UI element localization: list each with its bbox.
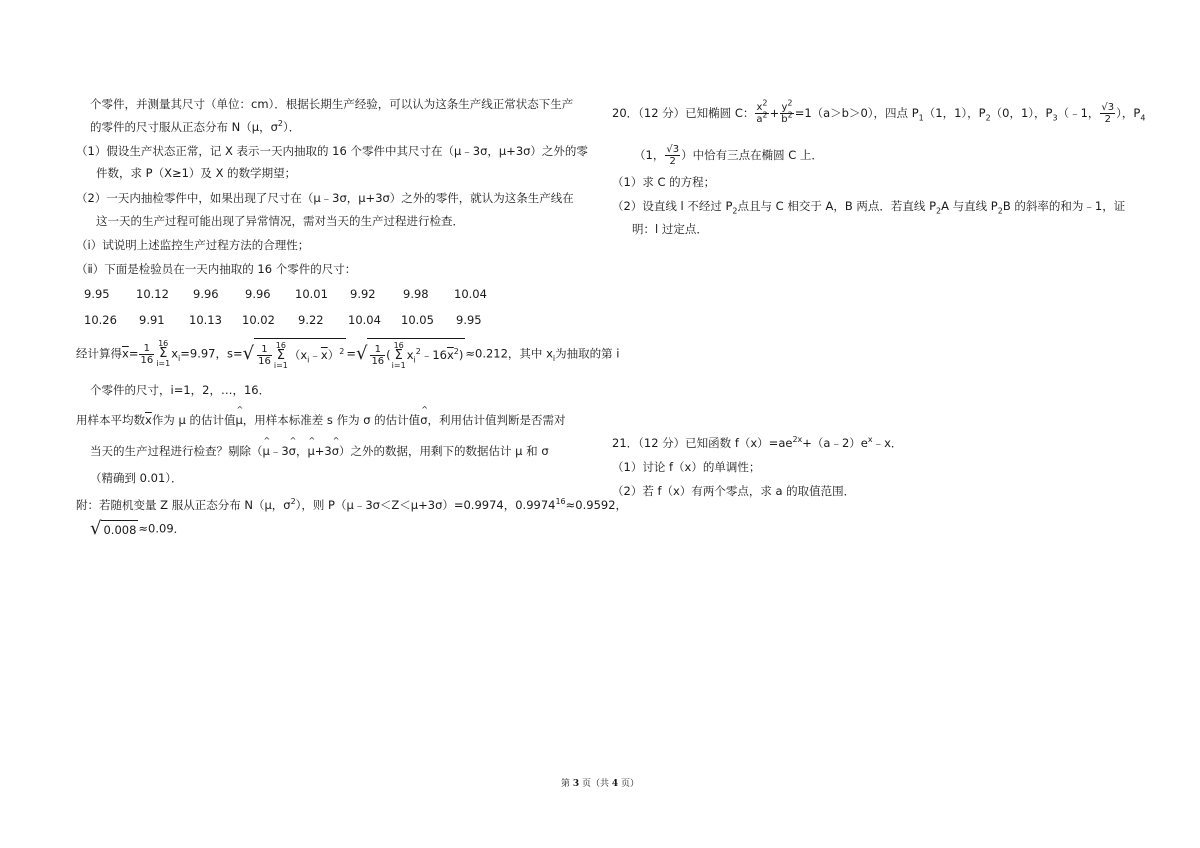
sample-value: 9.96 xyxy=(245,287,271,301)
question-21-part-2: （2）若 f（x）有两个零点，求 a 的取值范围． xyxy=(612,484,856,498)
sample-value: 10.05 xyxy=(401,313,434,327)
sample-value: 10.13 xyxy=(189,313,222,327)
x-bar: $\overline{x}$ xyxy=(122,346,129,361)
question-1-line-2: 件数，求 P（X≥1）及 X 的数学期望； xyxy=(96,166,297,180)
question-2-line-2: 这一天的生产过程可能出现了异常情况，需对当天的生产过程进行检查． xyxy=(96,214,464,228)
sample-value: 9.98 xyxy=(403,287,429,301)
estimate-line-2: 当天的生产过程进行检查？剔除（^ μ﹣3^ σ，^ μ+3^ σ）之外的数据，用剩下的数据估计 μ 和 σ xyxy=(90,443,549,459)
question-2-i: （ⅰ）试说明上述监控生产过程方法的合理性； xyxy=(76,238,310,252)
question-20-part-2: （2）设直线 l 不经过 $P_2$点且与 C 相交于 A，B 两点．若直线 $P_2A$ 与直线 $P_2B$ 的斜率的和为﹣1，证 xyxy=(612,199,1126,216)
sigma-hat: ^ σ xyxy=(420,412,427,428)
sample-value: 9.95 xyxy=(456,313,482,327)
question-2-line-1: （2）一天内抽检零件中，如果出现了尺寸在（μ﹣3σ，μ+3σ）之外的零件，就认为这条生产线在 xyxy=(76,191,574,205)
estimate-line-1: 用样本平均数$\overline{x}$作为 μ 的估计值^ μ，用样本标准差 s 作为 σ 的估计值^ σ，利用估计值判断是否需对 xyxy=(76,412,565,428)
fraction-1-16: $\frac{1}{16}$ xyxy=(140,342,154,366)
fraction-y2-b2: $\frac{y^2}{b^2}$ xyxy=(781,98,793,125)
sample-value: 10.12 xyxy=(136,287,169,301)
question-21-part-1: （1）讨论 f（x）的单调性； xyxy=(612,460,761,474)
sqrt-expression-1: √ $\frac{1}{16}$ 16 Σ $i=1(x_i﹣\overline{x})^2$ xyxy=(243,338,347,370)
sample-value: 10.04 xyxy=(348,313,381,327)
sample-value: 9.92 xyxy=(350,287,376,301)
appendix-line-2: √ 0.008 ≈0.09． xyxy=(90,518,186,539)
question-2-ii: （ⅱ）下面是检验员在一天内抽取的 16 个零件的尺寸： xyxy=(76,262,357,276)
question-20-part-2-cont: 明：l 过定点． xyxy=(632,222,708,236)
sample-value: 10.04 xyxy=(454,287,487,301)
summation-symbol: 16 Σ i=1 xyxy=(156,339,171,368)
question-20-line-1: 20．（12 分）已知椭圆 C： $\frac{x^2}{a^2}$ + $\frac{y^2}{b^2}$ =1（a＞b＞0），四点 $P_1(1$，1），$P_2(0$，1），$P_3(﹣1$， $\frac{√3}{2}$ ），$P_4$ xyxy=(612,98,1146,125)
calculation-formula: 经计算得$\overline{x}=$ $\frac{1}{16}$ 16 Σ $i=1x_i=9.97$，s=√ $\frac{1}{16}$ 16 Σ $i=1(x_i﹣\overline{x})^2$ =√ $\frac{1}{16}$ (16 Σ $i=1x_i^2﹣16\overline{x}^2) \approx 0.212$，其中 $x_i$为抽取的第 i xyxy=(76,339,620,370)
sample-value: 10.01 xyxy=(295,287,328,301)
fraction-x2-a2: $\frac{x^2}{a^2}$ xyxy=(756,98,768,125)
question-1-line-1: （1）假设生产状态正常，记 X 表示一天内抽取的 16 个零件中其尺寸在（μ﹣3σ，μ+3σ）之外的零 xyxy=(76,144,588,158)
sample-value: 9.96 xyxy=(193,287,219,301)
intro-line-2: 的零件的尺寸服从正态分布 N（μ，$\sigma^2$）． xyxy=(90,119,301,134)
estimate-line-3: （精确到 0.01）． xyxy=(90,471,183,485)
page-footer: 第 3 页（共 4 页） xyxy=(560,779,640,789)
calculation-line-2: 个零件的尺寸，i=1，2，…，16． xyxy=(90,383,271,397)
question-21-line-1: 21．（12 分）已知函数 $f(x)=ae^{2x}+(a﹣2)e^x﹣x$． xyxy=(612,435,903,450)
question-20-line-2: （1， $\frac{√3}{2}$ ）中恰有三点在椭圆 C 上． xyxy=(634,144,823,167)
sqrt-expression-2: √ $\frac{1}{16}$ (16 Σ $i=1x_i^2﹣16\overline{x}^2$) xyxy=(356,338,465,370)
sample-value: 10.26 xyxy=(84,313,117,327)
question-20-part-1: （1）求 C 的方程； xyxy=(612,175,716,189)
appendix-line-1: 附：若随机变量 Z 服从正态分布 N（μ，$\sigma^2$），则 P（μ﹣3σ＜Z＜μ+3σ）=0.9974，$0.9974^{16}\approx 0.9592$， xyxy=(76,497,628,512)
sample-value: 9.95 xyxy=(84,287,110,301)
fraction-sqrt3-2: $\frac{√3}{2}$ xyxy=(1101,102,1115,125)
intro-line-1: 个零件，并测量其尺寸（单位：cm）．根据长期生产经验，可以认为这条生产线正常状态下生产 xyxy=(90,97,574,111)
sample-value: 9.91 xyxy=(139,313,165,327)
mu-hat: ^ μ xyxy=(235,412,242,428)
sample-value: 9.22 xyxy=(298,313,324,327)
sample-value: 10.02 xyxy=(242,313,275,327)
